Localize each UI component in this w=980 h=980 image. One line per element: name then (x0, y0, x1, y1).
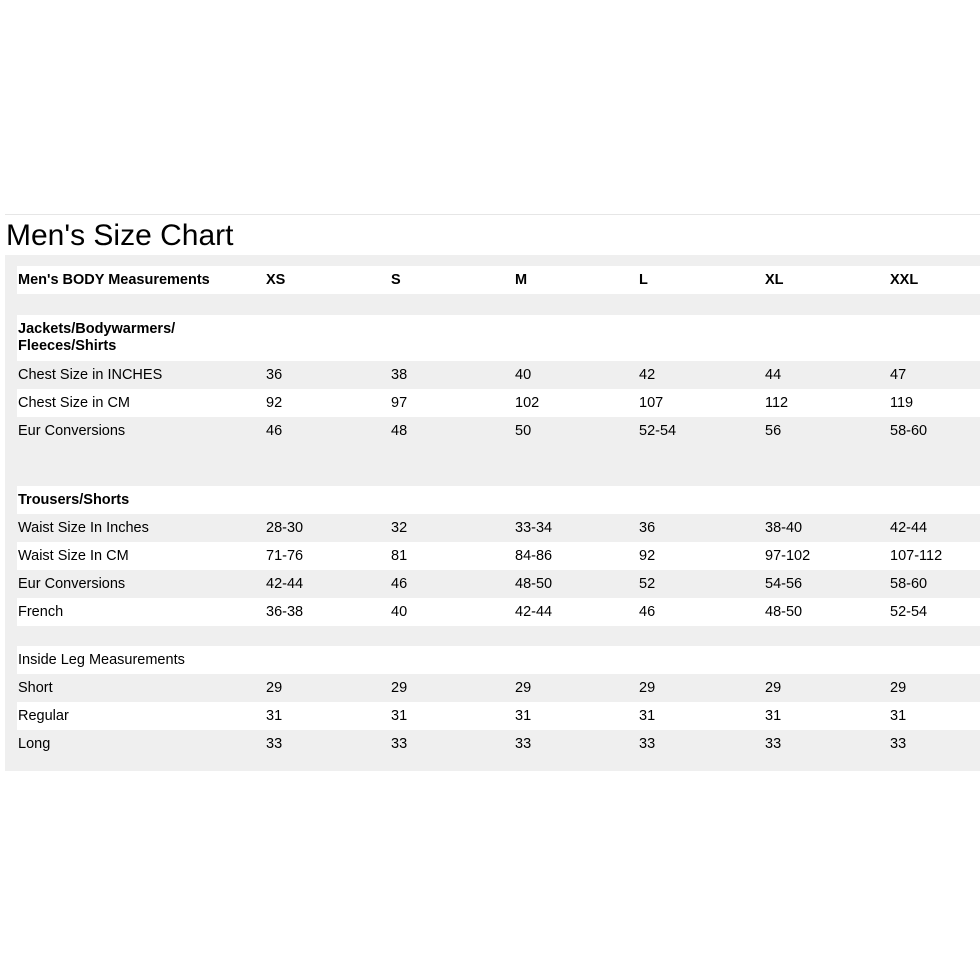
cell-l: 107 (639, 395, 664, 411)
section-title-row (17, 486, 980, 514)
cell-m: 102 (515, 395, 540, 411)
table-row (17, 417, 980, 445)
table-row (17, 389, 980, 417)
cell-xxl: 119 (890, 395, 914, 411)
cell-xs: 33 (266, 736, 283, 752)
cell-xs: 31 (266, 708, 283, 724)
table-row (17, 702, 980, 730)
cell-xs: 71-76 (266, 548, 304, 564)
cell-xxl: 31 (890, 708, 907, 724)
cell-l: 36 (639, 520, 656, 536)
cell-xs: 46 (266, 423, 283, 439)
cell-s: 46 (391, 576, 408, 592)
cell-xl: 31 (765, 708, 782, 724)
cell-m: 40 (515, 367, 532, 383)
row-label: Regular (18, 708, 69, 724)
cell-xxl: 42-44 (890, 520, 928, 536)
cell-xl: 48-50 (765, 604, 803, 620)
section-title-line: Fleeces/Shirts (18, 338, 117, 354)
page-title: Men's Size Chart (6, 219, 234, 252)
cell-s: 81 (391, 548, 408, 564)
table-row (17, 674, 980, 702)
cell-xl: 97-102 (765, 548, 811, 564)
table-row (17, 598, 980, 626)
cell-xxl: 52-54 (890, 604, 928, 620)
section-title-row (17, 315, 980, 361)
cell-s: 29 (391, 680, 408, 696)
section-title (18, 321, 175, 355)
cell-m: 33 (515, 736, 532, 752)
cell-xl: 44 (765, 367, 782, 383)
section-title: Inside Leg Measurements (18, 652, 185, 668)
row-label: French (18, 604, 64, 620)
cell-m: 29 (515, 680, 532, 696)
title-band (5, 215, 980, 255)
cell-l: 52-54 (639, 423, 677, 439)
cell-xl: 29 (765, 680, 782, 696)
cell-m: 48-50 (515, 576, 553, 592)
cell-s: 48 (391, 423, 408, 439)
cell-xs: 42-44 (266, 576, 304, 592)
cell-xxl: 47 (890, 367, 907, 383)
size-header-xl: XL (765, 272, 784, 288)
cell-l: 29 (639, 680, 656, 696)
row-label: Chest Size in INCHES (18, 367, 163, 383)
row-label: Long (18, 736, 51, 752)
cell-m: 33-34 (515, 520, 553, 536)
cell-l: 31 (639, 708, 656, 724)
size-header-xxl: XXL (890, 272, 919, 288)
cell-xs: 29 (266, 680, 283, 696)
cell-xxl: 29 (890, 680, 907, 696)
cell-s: 31 (391, 708, 408, 724)
cell-s: 38 (391, 367, 408, 383)
cell-xs: 28-30 (266, 520, 304, 536)
cell-s: 32 (391, 520, 408, 536)
cell-s: 97 (391, 395, 408, 411)
cell-l: 52 (639, 576, 656, 592)
table-row (17, 730, 980, 758)
size-header-xs: XS (266, 272, 286, 288)
cell-l: 92 (639, 548, 656, 564)
cell-m: 31 (515, 708, 532, 724)
cell-xs: 36-38 (266, 604, 304, 620)
cell-l: 42 (639, 367, 656, 383)
cell-s: 33 (391, 736, 408, 752)
row-label: Waist Size In Inches (18, 520, 149, 536)
cell-xl: 54-56 (765, 576, 803, 592)
cell-xxl: 58-60 (890, 576, 928, 592)
cell-xxl: 107-112 (890, 548, 943, 564)
size-header-s: S (391, 272, 401, 288)
cell-s: 40 (391, 604, 408, 620)
header-label: Men's BODY Measurements (18, 272, 210, 288)
table-row (17, 514, 980, 542)
cell-m: 84-86 (515, 548, 553, 564)
size-chart-panel (5, 214, 980, 771)
header-row (17, 266, 980, 294)
size-header-l: L (639, 272, 648, 288)
cell-xl: 56 (765, 423, 782, 439)
row-label: Short (18, 680, 53, 696)
cell-xl: 33 (765, 736, 782, 752)
cell-xxl: 33 (890, 736, 907, 752)
section-title-row (17, 646, 980, 674)
cell-m: 42-44 (515, 604, 553, 620)
cell-l: 46 (639, 604, 656, 620)
section-title-line: Jackets/Bodywarmers/ (18, 321, 176, 337)
size-header-m: M (515, 272, 528, 288)
table-row (17, 361, 980, 389)
cell-xs: 36 (266, 367, 283, 383)
cell-m: 50 (515, 423, 532, 439)
row-label: Eur Conversions (18, 576, 126, 592)
row-label: Waist Size In CM (18, 548, 129, 564)
section-title: Trousers/Shorts (18, 492, 130, 508)
cell-xs: 92 (266, 395, 283, 411)
table-row (17, 542, 980, 570)
cell-xl: 38-40 (765, 520, 803, 536)
cell-xl: 112 (765, 395, 789, 411)
table-row (17, 570, 980, 598)
row-label: Chest Size in CM (18, 395, 131, 411)
cell-l: 33 (639, 736, 656, 752)
row-label: Eur Conversions (18, 423, 126, 439)
cell-xxl: 58-60 (890, 423, 928, 439)
